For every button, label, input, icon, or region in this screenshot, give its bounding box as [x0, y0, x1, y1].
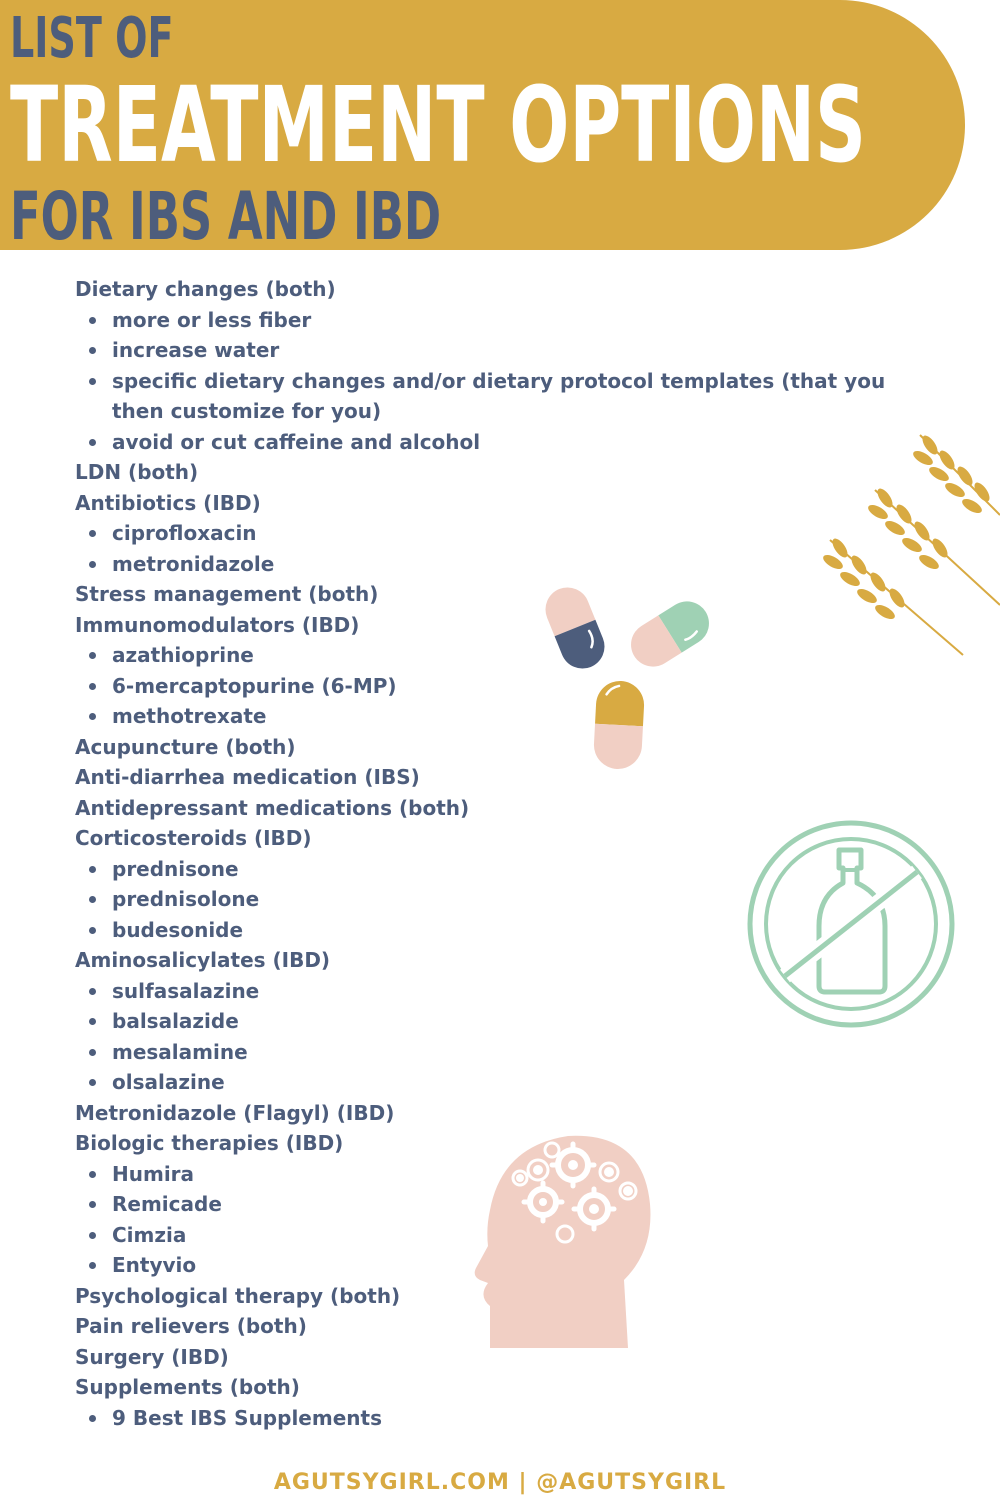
treatment-subitem [75, 518, 935, 549]
treatment-subitem [75, 701, 935, 732]
treatment-subitem-label: methotrexate [112, 704, 267, 728]
bullet-icon [89, 317, 96, 324]
bullet-icon [89, 652, 96, 659]
treatment-item: Acupuncture (both) [75, 734, 296, 759]
head-gears-icon [468, 1118, 658, 1353]
treatment-subitem-label: Remicade [112, 1192, 222, 1216]
treatment-subitem-label: prednisolone [112, 887, 260, 911]
treatment-subitem [75, 1037, 935, 1068]
treatment-item: LDN (both) [75, 460, 199, 484]
treatment-subitem-label: Entyvio [112, 1253, 197, 1277]
treatment-subitem [75, 366, 935, 427]
treatment-subitem-label: more or less fiber [112, 307, 312, 332]
treatment-subitem [75, 1067, 935, 1098]
bullet-icon [89, 896, 96, 903]
treatment-item: Dietary changes (both) [75, 277, 336, 301]
bullet-icon [89, 1049, 96, 1056]
treatment-subitem-label: azathioprine [112, 643, 254, 667]
treatment-item: Aminosalicylates (IBD) [75, 948, 331, 972]
treatment-subitem-label: balsalazide [112, 1009, 239, 1033]
treatment-subitem [75, 671, 935, 702]
bullet-icon [89, 713, 96, 720]
title-line-2: TREATMENT OPTIONS [10, 64, 866, 186]
bullet-icon [89, 347, 96, 354]
treatment-subitem [75, 427, 935, 458]
treatment-subitem-label: prednisone [112, 856, 239, 881]
bullet-icon [89, 1415, 96, 1422]
title-banner [0, 0, 965, 255]
treatment-subitem-label: olsalazine [112, 1070, 225, 1094]
treatment-item: Stress management (both) [75, 582, 379, 606]
treatment-subitem-label: avoid or cut caffeine and alcohol [112, 429, 481, 454]
treatment-item: Metronidazole (Flagyl) (IBD) [75, 1100, 395, 1125]
treatment-subitem-label: budesonide [112, 917, 244, 942]
treatment-subitem [75, 549, 935, 580]
bullet-icon [89, 439, 96, 446]
bullet-icon [89, 1262, 96, 1269]
treatment-subitem-label: increase water [112, 338, 280, 362]
treatment-item: Psychological therapy (both) [75, 1283, 401, 1308]
treatment-item: Pain relievers (both) [75, 1314, 307, 1338]
treatment-subitem [75, 305, 935, 336]
title-line-1: LIST OF [10, 6, 174, 71]
treatment-subitem-label: Humira [112, 1161, 195, 1186]
treatment-subitem-label: mesalamine [112, 1039, 248, 1064]
treatment-subitem-label: Cimzia [112, 1222, 187, 1247]
treatment-item: Antidepressant medications (both) [75, 795, 470, 820]
bullet-icon [89, 530, 96, 537]
treatment-subitem-label: metronidazole [112, 551, 275, 576]
treatment-item: Biologic therapies (IBD) [75, 1131, 344, 1155]
treatment-item: Anti-diarrhea medication (IBS) [75, 765, 420, 789]
bullet-icon [89, 927, 96, 934]
treatment-item: Immunomodulators (IBD) [75, 612, 360, 637]
bullet-icon [89, 378, 96, 385]
treatment-item: Antibiotics (IBD) [75, 490, 261, 515]
treatment-subitem-label: ciprofloxacin [112, 521, 257, 545]
treatment-item: Supplements (both) [75, 1375, 300, 1399]
treatment-item: Surgery (IBD) [75, 1344, 229, 1369]
treatment-subitem-label: 6-mercaptopurine (6-MP) [112, 673, 397, 698]
bullet-icon [89, 1079, 96, 1086]
treatment-item: Corticosteroids (IBD) [75, 826, 312, 850]
bullet-icon [89, 1201, 96, 1208]
treatment-subitem [75, 1403, 935, 1434]
bullet-icon [89, 1232, 96, 1239]
bullet-icon [89, 988, 96, 995]
treatment-subitem-label: 9 Best IBS Supplements [112, 1405, 382, 1430]
bullet-icon [89, 561, 96, 568]
treatment-subitem-label: sulfasalazine [112, 978, 260, 1003]
bullet-icon [89, 1018, 96, 1025]
treatment-subitem [75, 335, 935, 366]
treatment-subitem-label: specific dietary changes and/or dietary protocol templates (that you then customize for you) [112, 368, 886, 423]
bullet-icon [89, 1171, 96, 1178]
footer-credit: AGUTSYGIRL.COM | @AGUTSYGIRL [273, 1470, 727, 1495]
title-line-3: FOR IBS AND IBD [10, 178, 442, 255]
bullet-icon [89, 866, 96, 873]
no-alcohol-icon [745, 818, 957, 1030]
pills-icon [525, 580, 725, 780]
bullet-icon [89, 683, 96, 690]
treatment-subitem [75, 640, 935, 671]
wheat-icon [815, 420, 1000, 660]
